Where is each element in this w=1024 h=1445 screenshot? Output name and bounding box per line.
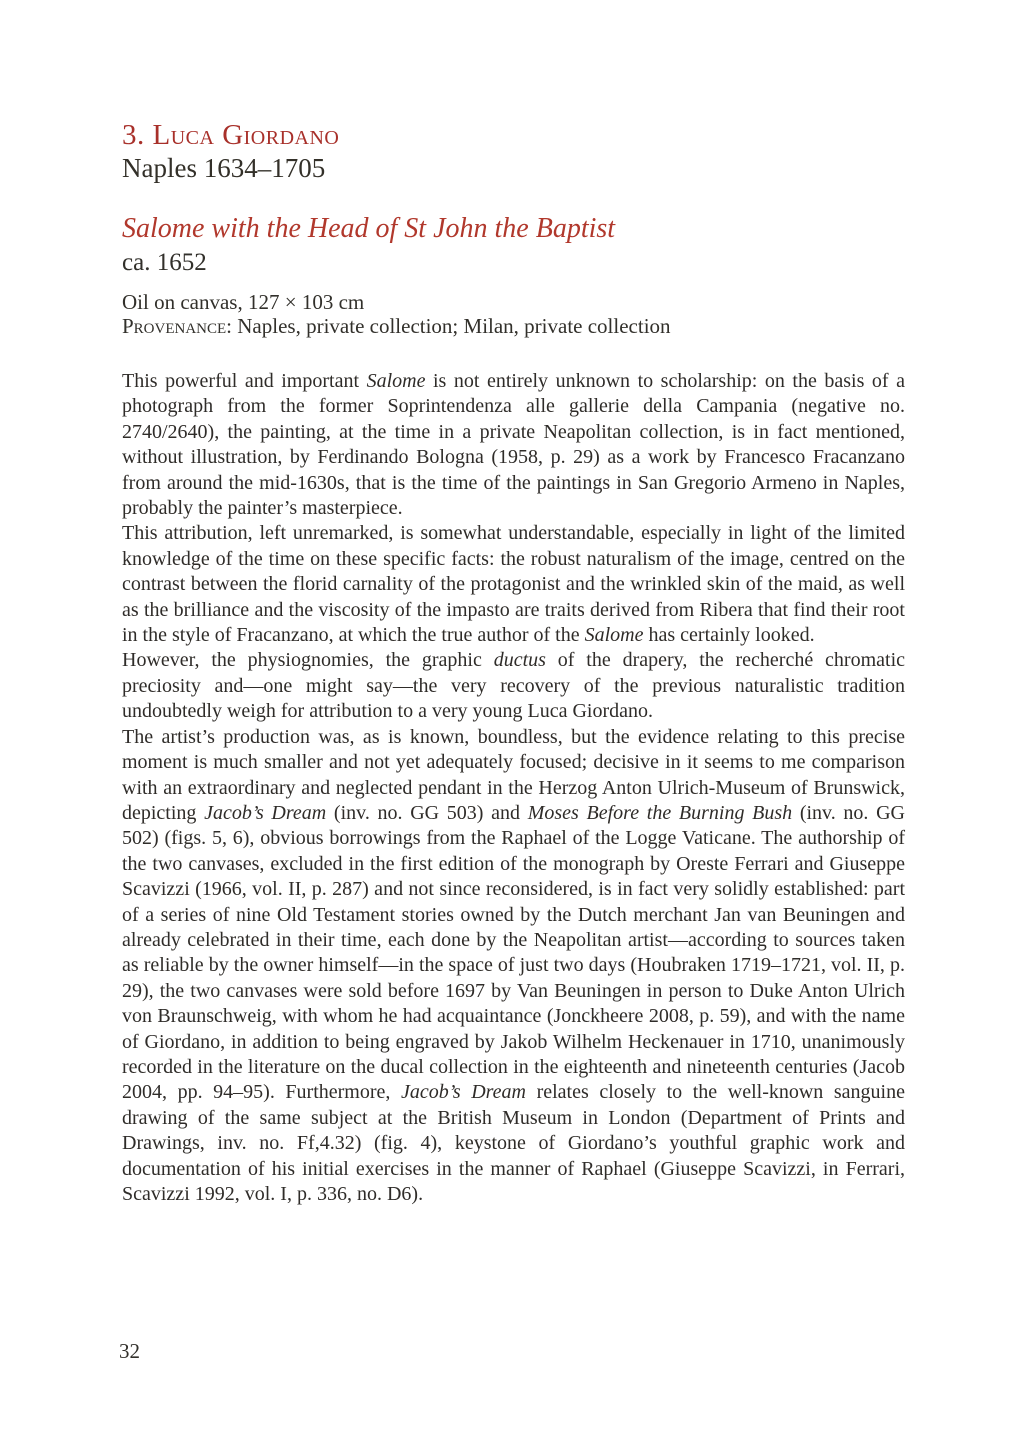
provenance-line bbox=[122, 314, 671, 339]
body-paragraph: This powerful and important Salome is not entirely unknown to scholarship: on the basis of a photograph from the former Soprintendenza alle gallerie della Campania (negative no. 2740/2640), the painting, at the time in a private Neapolitan collection, is in fact mentioned, without illustration, by Ferdinando Bologna (1958, p. 29) as a work by Francesco Fracanzano from around the mid-1630s, that is the time of the paintings in San Gregorio Armeno in Naples, probably the painter’s masterpiece. bbox=[122, 370, 905, 520]
body-paragraph: However, the physiognomies, the graphic ductus of the drapery, the recherché chromatic preciosity and—one might say—the very recovery of the previous naturalistic tradition undoubtedly weigh for attribution to a very young Luca Giordano. bbox=[122, 649, 906, 723]
provenance-text: Naples, private collection; Milan, private collection bbox=[237, 314, 671, 338]
body-paragraph: The artist’s production was, as is known, boundless, but the evidence relating to this precise moment is much smaller and not yet adequately focused; decisive in it seems to me comparison with an extraordinary and neglected pendant in the Herzog Anton Ulrich-Museum of Brunswick, depicting Jacob’s Dream (inv. no. GG 503) and Moses Before the Burning Bush (inv. no. GG 502) (figs. 5, 6), obvious borrowings from the Raphael of the Logge Vaticane. The authorship of the two canvases, excluded in the first edition of the monograph by Oreste Ferrari and Giuseppe Scavizzi (1966, vol. II, p. 287) and not since reconsidered, is in fact very solidly established: part of a series of nine Old Testament stories owned by the Dutch merchant Jan van Beuningen and already celebrated in their time, each done by the Neapolitan artist—according to sources taken as reliable by the owner himself—in the space of just two days (Houbraken 1719–1721, vol. II, p. 29), the two canvases were sold before 1697 by Van Beuningen in person to Duke Anton Ulrich von Braunschweig, with whom he had acquaintance (Jonckheere 2008, p. 59), and with the name of Giordano, in addition to being engraved by Jakob Wilhelm Heckenauer in 1710, unanimously recorded in the literature on the ducal collection in the eighteenth and nineteenth centuries (Jacob 2004, pp. 94–95). Furthermore, Jacob’s Dream relates closely to the well-known sanguine drawing of the same subject at the British Museum in London (Department of Prints and Drawings, inv. no. Ff,4.32) (fig. 4), keystone of Giordano’s youthful graphic work and documentation of his initial exercises in the manner of Raphael (Giuseppe Scavizzi, in Ferrari, Scavizzi 1992, vol. I, p. 336, no. D6). bbox=[122, 725, 906, 1205]
body-text bbox=[122, 369, 905, 1207]
artist-dates: Naples 1634–1705 bbox=[122, 153, 326, 183]
work-title: Salome with the Head of St John the Baptist bbox=[122, 213, 616, 244]
body-paragraph: This attribution, left unremarked, is somewhat understandable, especially in light of the limited knowledge of the time on these specific facts: the robust naturalism of the image, centred on the contrast between the florid carnality of the protagonist and the wrinkled skin of the maid, as well as the brilliance and the viscosity of the impasto are traits derived from Ribera that find their root in the style of Fracanzano, at which the true author of the Salome has certainly looked. bbox=[122, 522, 905, 647]
medium-dimensions: Oil on canvas, 127 × 103 cm bbox=[122, 290, 365, 314]
provenance-label: Provenance: bbox=[122, 314, 233, 338]
artist-heading: 3. Luca Giordano bbox=[122, 119, 340, 151]
work-date: ca. 1652 bbox=[122, 249, 207, 276]
page-number: 32 bbox=[119, 1339, 140, 1363]
